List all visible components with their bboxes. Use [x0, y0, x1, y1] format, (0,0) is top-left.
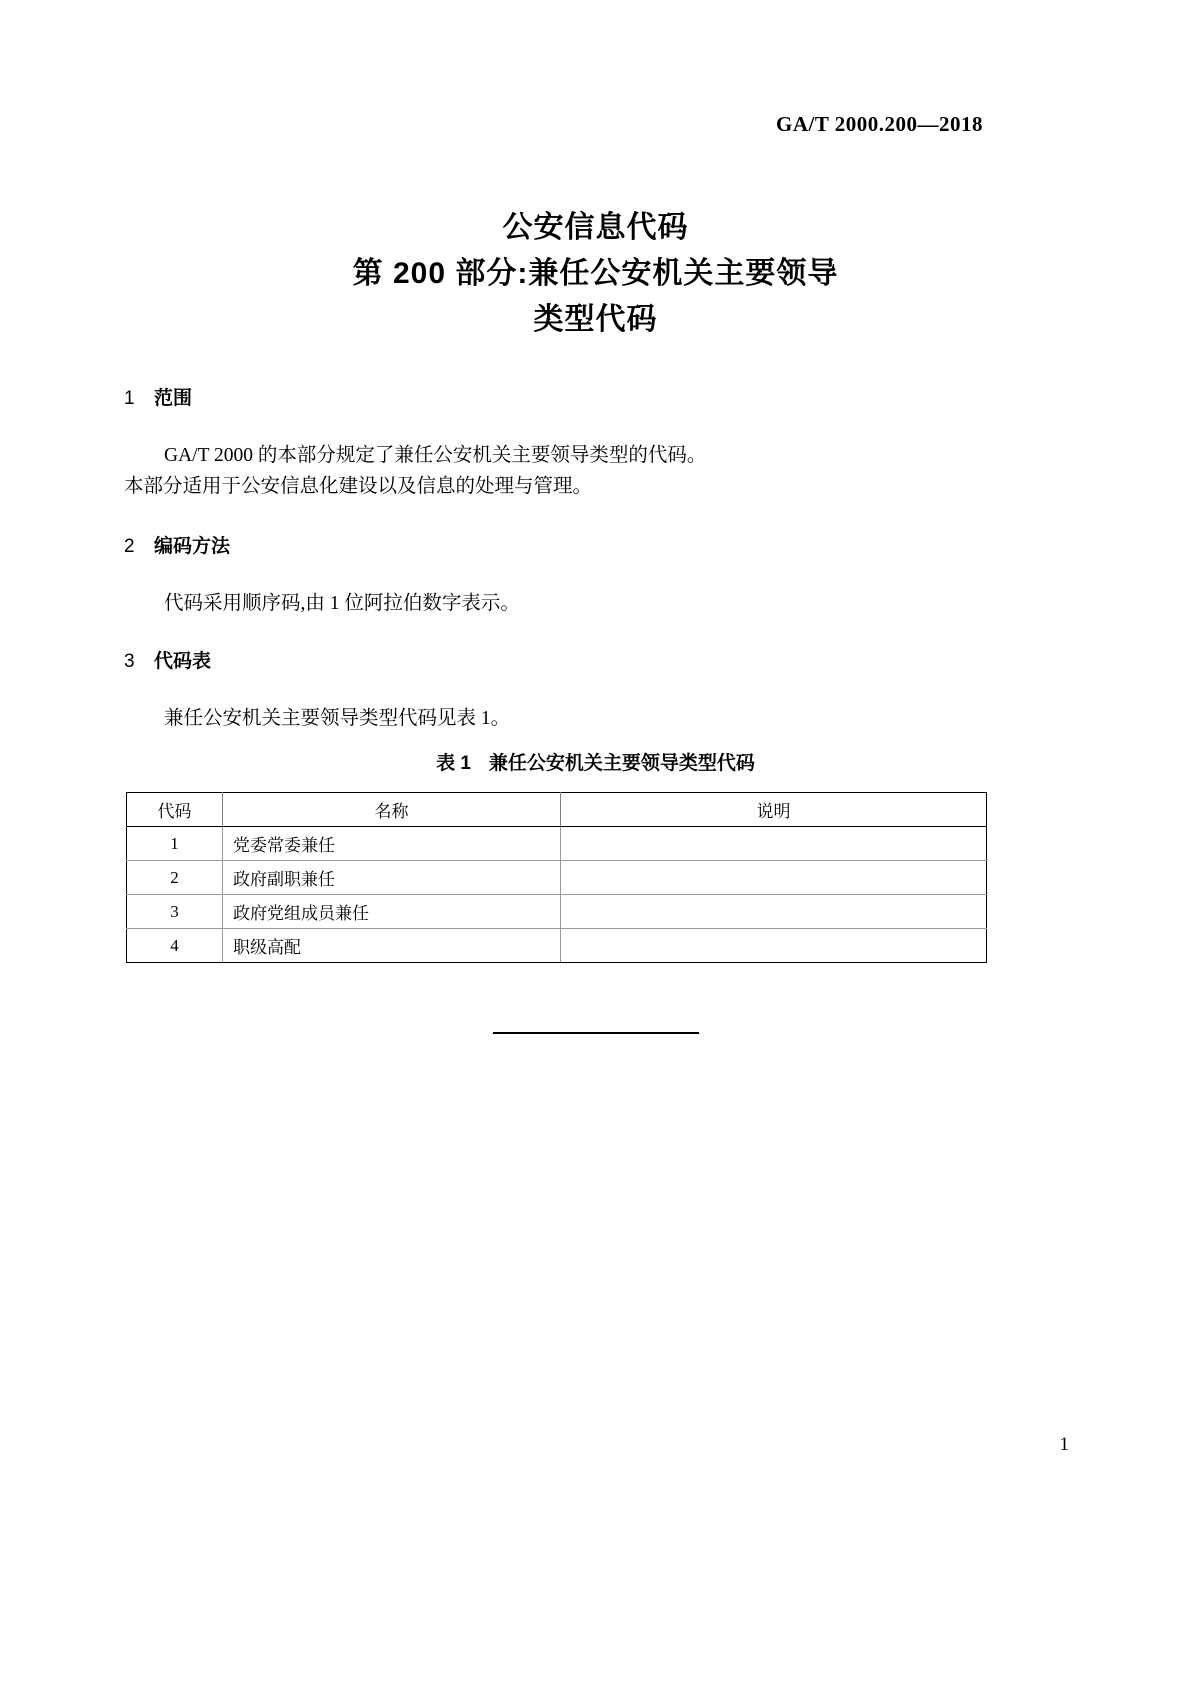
cell-description — [561, 929, 987, 963]
clause-heading-2 — [124, 531, 230, 558]
clause-title-1: 范围 — [154, 388, 193, 409]
column-header-code: 代码 — [127, 793, 223, 827]
clause-2-body — [124, 588, 1024, 619]
cell-name: 党委常委兼任 — [223, 827, 561, 861]
code-table — [126, 792, 987, 963]
table-row — [127, 827, 987, 861]
clause-title-2: 编码方法 — [154, 536, 231, 557]
cell-code: 3 — [127, 895, 223, 929]
clause-1-paragraph-1: GA/T 2000 的本部分规定了兼任公安机关主要领导类型的代码。 — [164, 445, 707, 466]
clause-3-body — [124, 703, 1024, 734]
table-header-row — [127, 793, 987, 827]
cell-name: 政府副职兼任 — [223, 861, 561, 895]
table-caption-title: 兼任公安机关主要领导类型代码 — [488, 753, 755, 774]
title-line-3: 类型代码 — [533, 303, 658, 336]
cell-code: 2 — [127, 861, 223, 895]
cell-description — [561, 827, 987, 861]
cell-code: 1 — [127, 827, 223, 861]
cell-description — [561, 895, 987, 929]
page-number: 1 — [1059, 1434, 1069, 1455]
cell-code: 4 — [127, 929, 223, 963]
clause-1-body — [124, 440, 1024, 502]
clause-number-1: 1 — [124, 388, 135, 409]
column-header-name: 名称 — [223, 793, 561, 827]
clause-2-paragraph-1: 代码采用顺序码,由 1 位阿拉伯数字表示。 — [164, 593, 520, 614]
cell-name: 职级高配 — [223, 929, 561, 963]
clause-title-3: 代码表 — [154, 651, 212, 672]
clause-heading-3 — [124, 646, 211, 673]
clause-3-paragraph-1: 兼任公安机关主要领导类型代码见表 1。 — [164, 708, 511, 729]
title-line-2: 第 200 部分:兼任公安机关主要领导 — [352, 257, 839, 290]
document-end-rule — [493, 1032, 699, 1034]
cell-description — [561, 861, 987, 895]
clause-1-paragraph-2: 本部分适用于公安信息化建设以及信息的处理与管理。 — [124, 476, 593, 497]
cell-name: 政府党组成员兼任 — [223, 895, 561, 929]
clause-number-3: 3 — [124, 651, 135, 672]
table-row — [127, 861, 987, 895]
clause-heading-1 — [124, 383, 192, 410]
table-row — [127, 895, 987, 929]
column-header-description: 说明 — [561, 793, 987, 827]
table-caption — [0, 748, 1191, 775]
document-standard-number: GA/T 2000.200—2018 — [776, 112, 983, 136]
clause-number-2: 2 — [124, 536, 135, 557]
table-caption-label: 表 1 — [436, 753, 471, 774]
title-line-1: 公安信息代码 — [502, 211, 689, 244]
table-row — [127, 929, 987, 963]
document-title — [0, 205, 1191, 343]
